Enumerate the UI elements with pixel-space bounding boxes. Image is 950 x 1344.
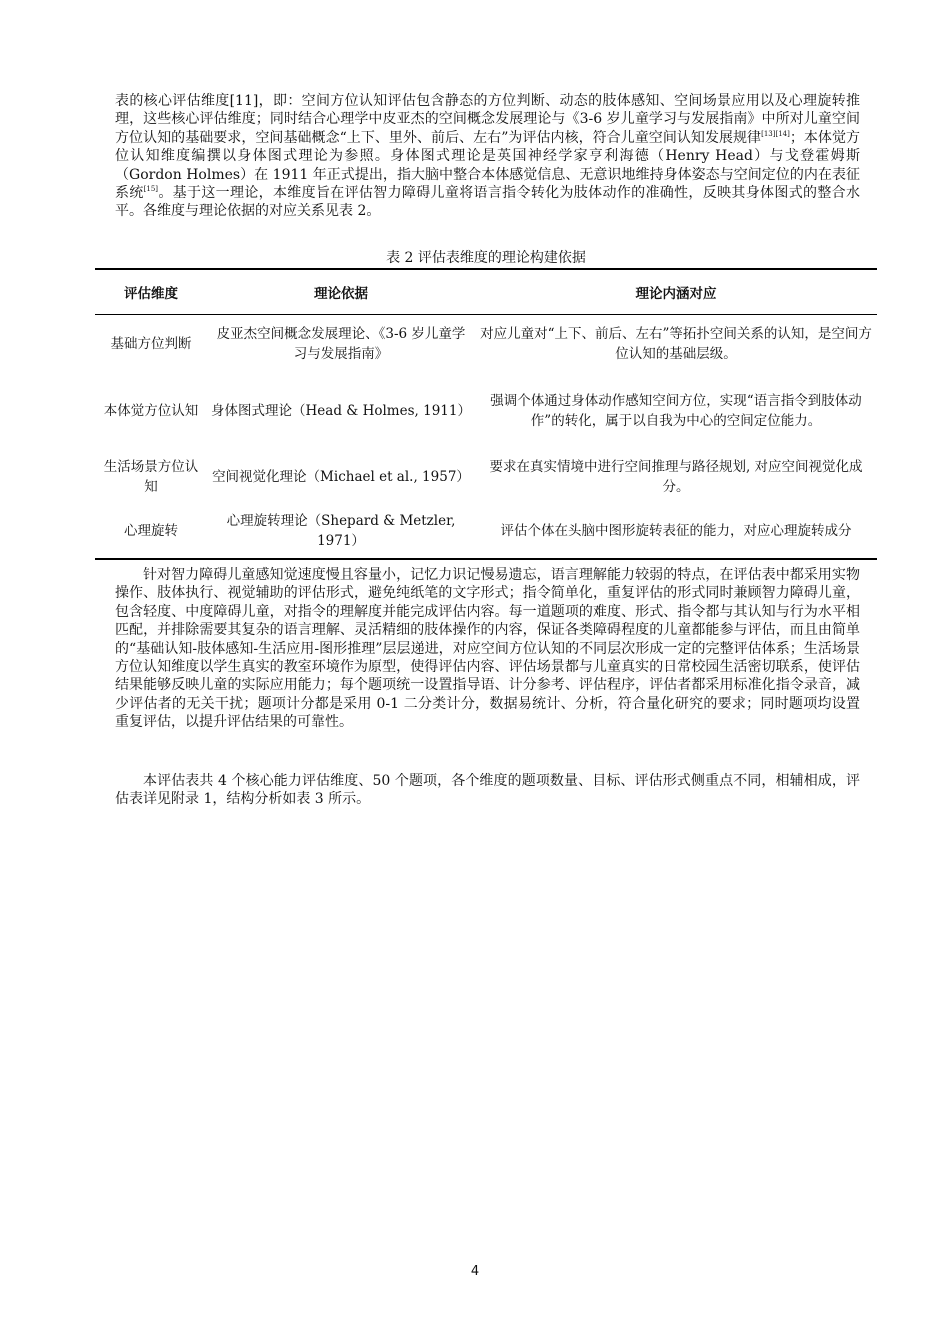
meaning-cell: 要求在真实情境中进行空间推理与路径规划, 对应空间视觉化成分。: [489, 458, 863, 495]
dimension-cell: 心理旋转: [124, 523, 178, 539]
paragraph-design-features: 针对智力障碍儿童感知觉速度慢且容量小，记忆力识记慢易遗忘，语言理解能力较弱的特点，在评估表中都采用实物操作、肢体执行、视觉辅助的评估形式，避免纯纸笔的文字形式；指令简单化，重复评估的形式同时兼顾智力障碍儿童，包含轻度、中度障碍儿童，对指令的理解度并能完成评估内容。每一道题项的难度、形式、指令都与其认知与行为水平相匹配，并排除需要其复杂的语言理解、灵活精细的肢体操作的内容，保证各类障碍程度的儿童都能参与评估，而且由简单的“基础认知-肢体感知-生活应用-图形推理”层层递进，对应空间方位认知的不同层次形成一定的完整评估体系；生活场景方位认知维度以学生真实的教室环境作为原型，使得评估内容、评估场景都与儿童真实的日常校园生活密切联系，使评估结果能够反映儿童的实际应用能力；每个题项统一设置指导语、计分参考、评估程序，评估者都采用标准化指令录音，减少评估者的无关干扰；题项计分都是采用 0-1 二分类计分，数据易统计、分析，符合量化研究的要求；同时题项均设置重复评估，以提升评估结果的可靠性。: [115, 567, 860, 731]
table-caption: 表 2 评估表维度的理论构建依据: [386, 250, 586, 266]
basis-cell: 心理旋转理论（Shepard & Metzler, 1971）: [226, 513, 456, 549]
paragraph-text: 表的核心评估维度[11]，即：空间方位认知评估包含静态的方位判断、动态的肢体感知、空间场景应用以及心理旋转推理，这些核心评估维度；同时结合心理学中皮亚杰的空间概念发展理论与《3-6 岁儿童学习与发展指南》中所对儿童空间方位认知的基础要求，空间基础概念“上下、里外、前后、左右”为评估内核，符合儿童空间认知发展规律: [115, 93, 860, 146]
table-row: [95, 315, 877, 373]
theory-table: [95, 268, 877, 560]
column-header: 理论依据: [207, 269, 475, 315]
meaning-cell: 对应儿童对“上下、前后、左右”等拓扑空间关系的认知，是空间方位认知的基础层级。: [480, 325, 872, 362]
page-number: 4: [470, 1264, 480, 1279]
table-header-row: [95, 269, 877, 315]
dimension-cell: 基础方位判断: [110, 335, 192, 352]
citation: [13][14]: [761, 129, 790, 138]
paragraph-text: 。基于这一理论，本维度旨在评估智力障碍儿童将语言指令转化为肢体动作的准确性，反映其身体图式的整合水平。各维度与理论依据的对应关系见表 2。: [115, 185, 861, 220]
basis-cell: 身体图式理论（Head & Holmes, 1911）: [211, 402, 471, 419]
column-header: 理论内涵对应: [475, 269, 877, 315]
basis-cell: 皮亚杰空间概念发展理论、《3-6 岁儿童学习与发展指南》: [216, 325, 466, 362]
citation: [15]: [143, 185, 159, 194]
table-row: [95, 505, 877, 559]
paragraph-structure-summary: 本评估表共 4 个核心能力评估维度、50 个题项，各个维度的题项数量、目标、评估形式侧重点不同，相辅相成，评估表详见附录 1，结构分析如表 3 所示。: [115, 773, 860, 808]
dimension-cell: 生活场景方位认知: [103, 458, 199, 495]
meaning-cell: 评估个体在头脑中图形旋转表征的能力，对应心理旋转成分: [500, 523, 852, 539]
dimension-cell: 本体觉方位认知: [103, 402, 199, 419]
table-row: [95, 449, 877, 505]
column-header: 评估维度: [95, 269, 207, 315]
basis-cell: 空间视觉化理论（Michael et al., 1957）: [212, 468, 470, 485]
table-row: [95, 373, 877, 449]
paragraph-theory-basis: [115, 92, 860, 221]
meaning-cell: 强调个体通过身体动作感知空间方位，实现“语言指令到肢体动作”的转化，属于以自我为中心的空间定位能力。: [490, 392, 862, 429]
paragraph-text: ；本体觉方位认知维度编撰以身体图式理论为参照。身体图式理论是英国神经学家亨利海德（Henry Head）与戈登霍姆斯（Gordon Holmes）在 1911 年正式提出，指大脑中整合本体感觉信息、无意识地维持身体姿态与空间定位的内在表征系统: [115, 129, 861, 202]
